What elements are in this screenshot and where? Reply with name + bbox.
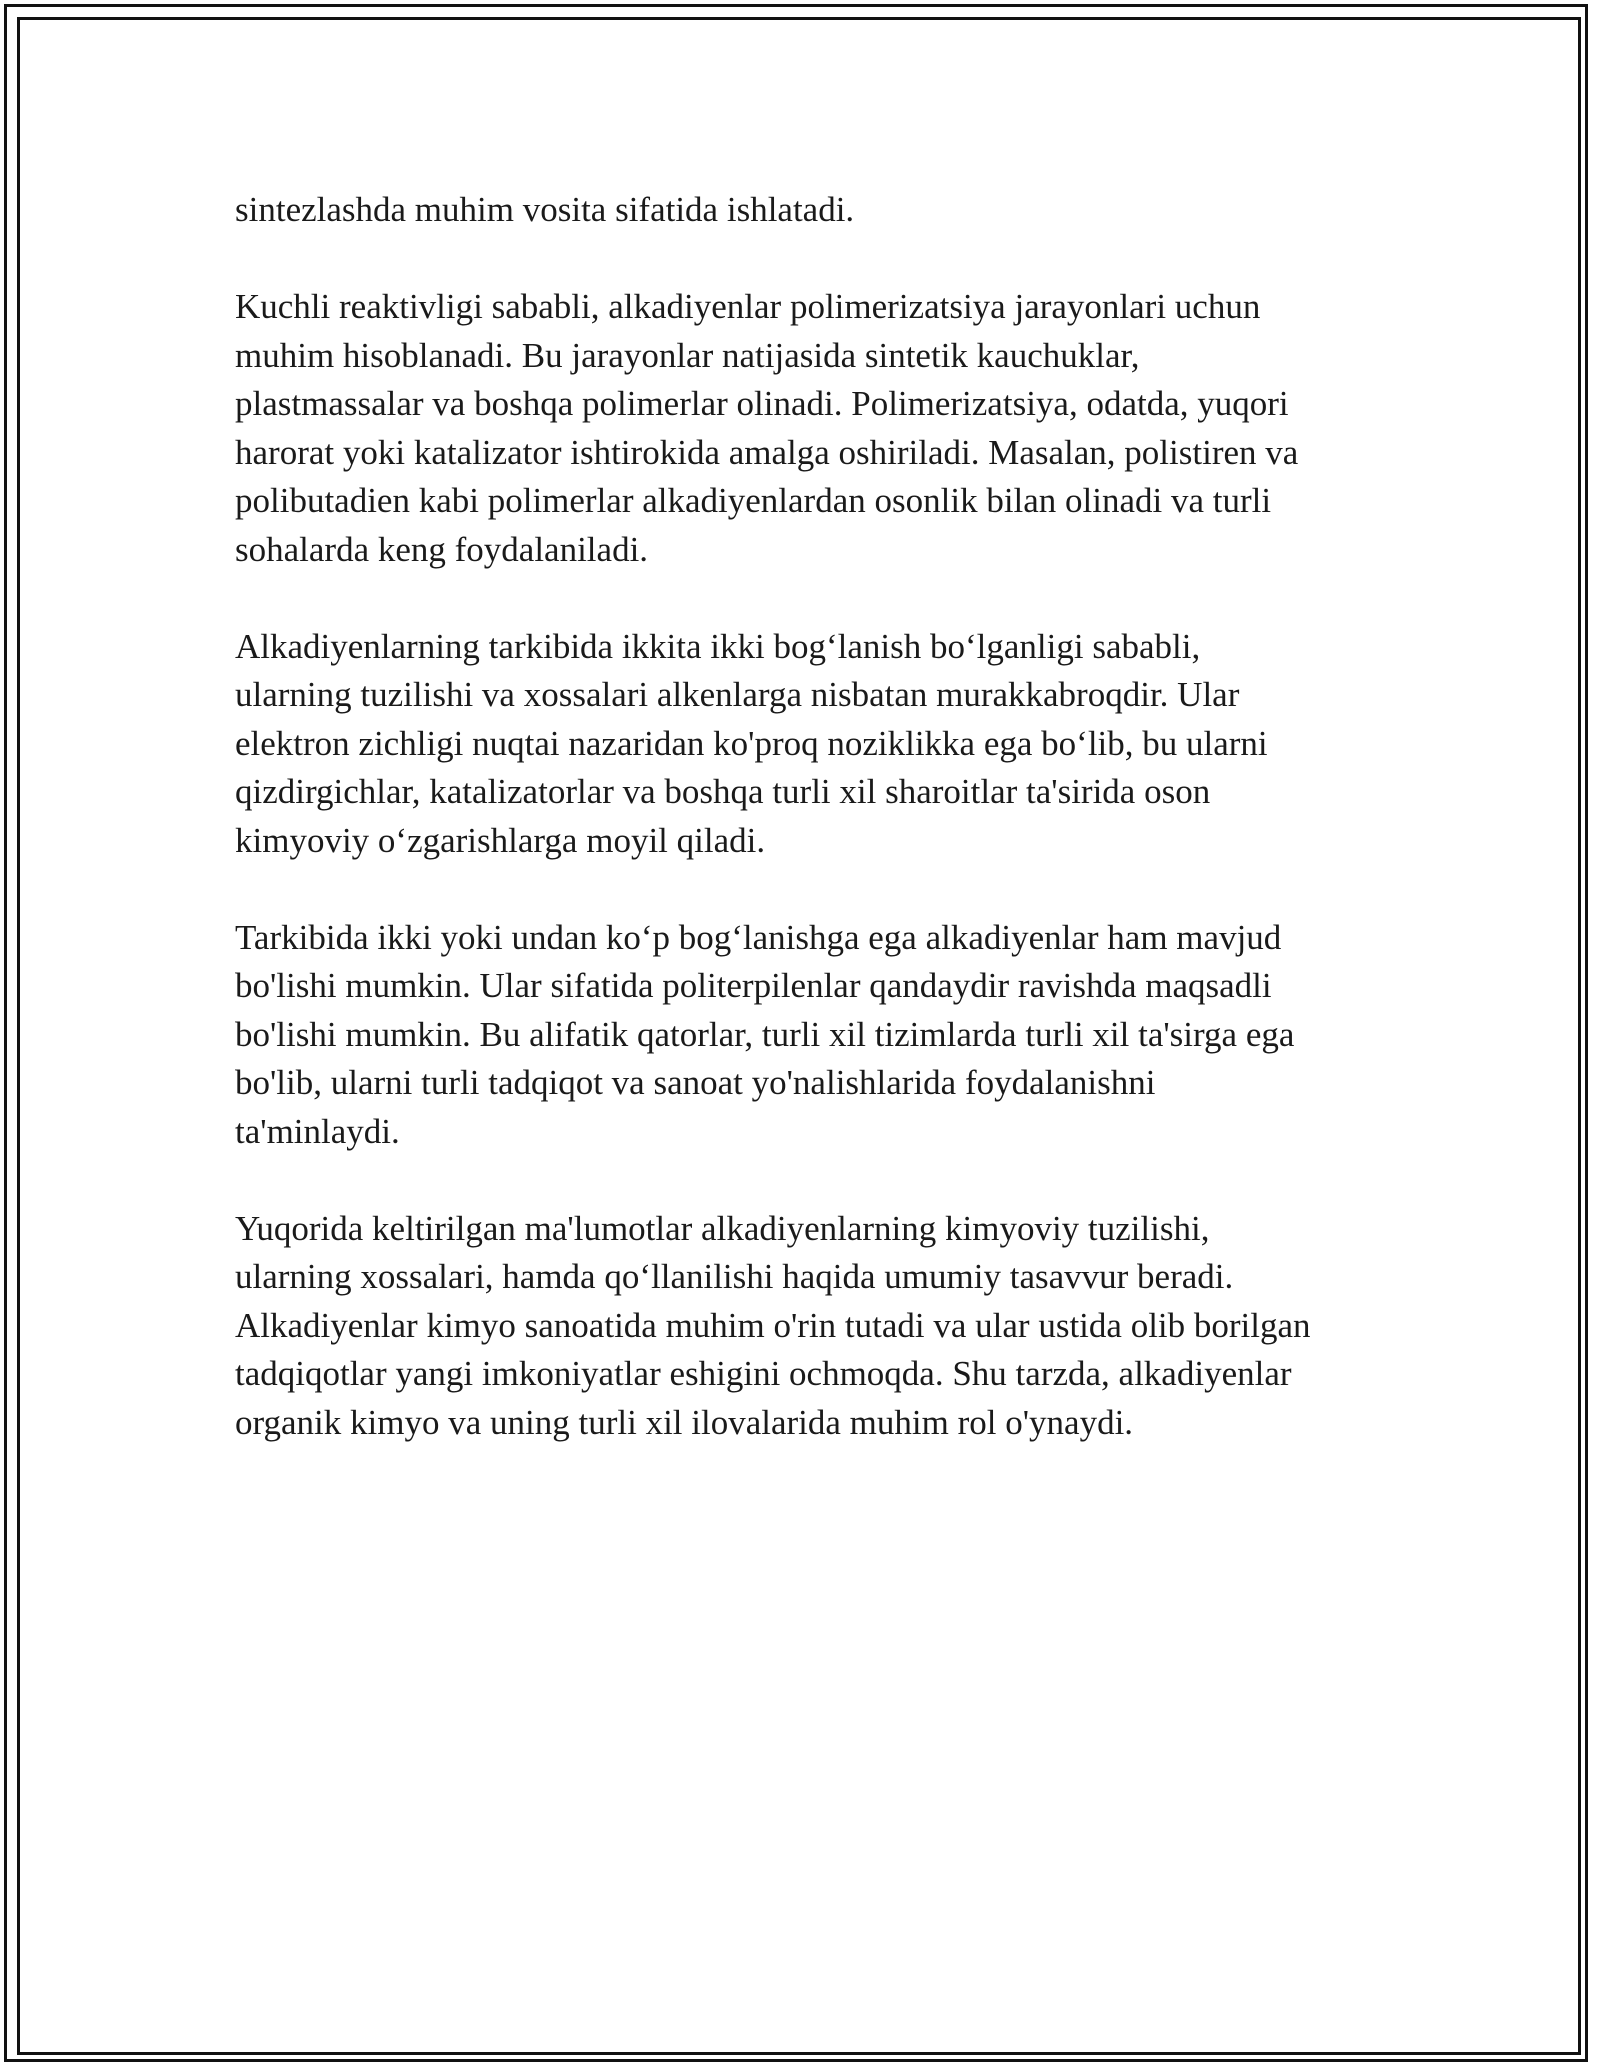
- paragraph: sintezlashda muhim vosita sifatida ishlatadi.: [235, 190, 855, 229]
- paragraph: Kuchli reaktivligi sababli, alkadiyenlar polimerizatsiya jarayonlari uchun muhim hisoblanadi. Bu jarayonlar natijasida sintetik kauchuklar, plastmassalar va boshqa polimerlar olinadi. Polimerizatsiya, odatda, yuqori harorat yoki katalizator ishtirokida amalga oshiriladi. Masalan, polistiren va polibutadien kabi polimerlar alkadiyenlardan osonlik bilan olinadi va turli sohalarda keng foydalaniladi.: [235, 287, 1299, 569]
- paragraph: Alkadiyenlarning tarkibida ikkita ikki bog‘lanish bo‘lganligi sababli, ularning tuzilishi va xossalari alkenlarga nisbatan murakkabroqdir. Ular elektron zichligi nuqtai nazaridan ko'proq noziklikka ega bo‘lib, bu ularni qizdirgichlar, katalizatorlar va boshqa turli xil sharoitlar ta'sirida oson kimyoviy o‘zgarishlarga moyil qiladi.: [235, 626, 1268, 860]
- document-body: [235, 186, 1375, 1496]
- paragraph: Yuqorida keltirilgan ma'lumotlar alkadiyenlarning kimyoviy tuzilishi, ularning xossalari, hamda qo‘llanilishi haqida umumiy tasavvur beradi. Alkadiyenlar kimyo sanoatida muhim o'rin tutadi va ular ustida olib borilgan tadqiqotlar yangi imkoniyatlar eshigini ochmoqda. Shu tarzda, alkadiyenlar organik kimyo va uning turli xil ilovalarida muhim rol o'ynaydi.: [235, 1208, 1311, 1442]
- paragraph: Tarkibida ikki yoki undan ko‘p bog‘lanishga ega alkadiyenlar ham mavjud bo'lishi mumkin. Ular sifatida politerpilenlar qandaydir ravishda maqsadli bo'lishi mumkin. Bu alifatik qatorlar, turli xil tizimlarda turli xil ta'sirga ega bo'lib, ularni turli tadqiqot va sanoat yo'nalishlarida foydalanishni ta'minlaydi.: [235, 917, 1295, 1151]
